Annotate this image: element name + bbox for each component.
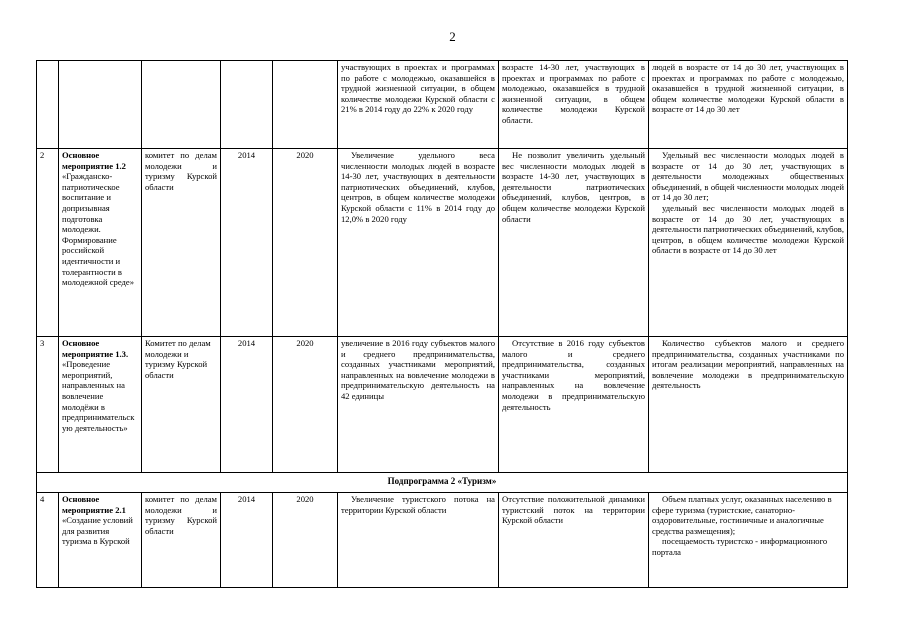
subprogram-title: Подпрограмма 2 «Туризм» [37, 473, 848, 493]
expected-result: Увеличение удельного веса численности молодых людей в возрасте 14-30 лет, участвующих в деятельности патриотических объединений, клубов, центров, в общем количестве молодежи Курской области с 11% в 2014 году до 12,0% в 2020 году [338, 149, 499, 337]
measure-description: «Проведение мероприятий, направленных на вовлечение молодёжи в предпринимательскую деятельность» [62, 359, 135, 433]
start-year: 2014 [221, 493, 273, 588]
measure-title: Основное мероприятие 2.1 [62, 494, 126, 515]
row-number [37, 61, 59, 149]
indicator-item: удельный вес численности молодых людей в возрасте от 14 до 30 лет, участвующих в деятельности патриотических объединений, клубов, центров, в общем количестве молодежи Курской области в возрасте от 14 до 30 лет [652, 202, 844, 256]
measure-name [59, 61, 142, 149]
table-row [37, 337, 848, 473]
end-year: 2020 [273, 493, 338, 588]
start-year [221, 61, 273, 149]
indicators [649, 149, 848, 337]
start-year: 2014 [221, 149, 273, 337]
consequences: возрасте 14-30 лет, участвующих в проектах и программах по работе с молодежью, оказавшейся в трудной жизненной ситуации, в общем количестве молодежи Курской области. [499, 61, 649, 149]
expected-result: увеличение в 2016 году субъектов малого и среднего предпринимательства, созданных участниками мероприятий, направленных на вовлечение молодежи в предпринимательскую деятельность на 42 единицы [338, 337, 499, 473]
executor: Комитет по делам молодежи и туризму Курской области [142, 337, 221, 473]
measure-description: «Создание условий для развития туризма в Курской [62, 515, 133, 547]
executor [142, 61, 221, 149]
expected-result: участвующих в проектах и программах по работе с молодежью, оказавшейся в трудной жизненной ситуации, в общем количестве молодежи Курской области с 21% в 2014 году до 22% к 2020 году [338, 61, 499, 149]
end-year [273, 61, 338, 149]
row-number: 3 [37, 337, 59, 473]
measure-name [59, 493, 142, 588]
program-table [36, 60, 848, 588]
row-number: 4 [37, 493, 59, 588]
measure-name [59, 149, 142, 337]
indicator-item: Объем платных услуг, оказанных населению в сфере туризма (туристские, санаторно-оздоровительные, гостиничные и аналогичные средства размещения); [652, 494, 832, 536]
table-row [37, 61, 848, 149]
measure-name [59, 337, 142, 473]
table-row [37, 493, 848, 588]
indicator-item: посещаемость туристско - информационного портала [652, 536, 828, 557]
measure-title: Основное мероприятие 1.3. [62, 338, 129, 359]
consequences: Отсутствие в 2016 году субъектов малого и среднего предпринимательства, созданных участниками мероприятий, направленных на вовлечение молодежи в предпринимательскую деятельность [499, 337, 649, 473]
page-number: 2 [449, 29, 456, 44]
measure-description: «Гражданско-патриотическое воспитание и допризывная подготовка молодежи. Формирование российской идентичности и толерантности в молодежной среде» [62, 171, 135, 288]
start-year: 2014 [221, 337, 273, 473]
table-row [37, 149, 848, 337]
consequences: Отсутствие положительной динамики туристский поток на территории Курской области [499, 493, 649, 588]
expected-result: Увеличение туристского потока на территории Курской области [338, 493, 499, 588]
indicators: Количество субъектов малого и среднего предпринимательства, созданных участниками по итогам реализации мероприятий, направленных на вовлечение молодежи в предпринимательскую деятельность [649, 337, 848, 473]
subprogram-row [37, 473, 848, 493]
end-year: 2020 [273, 149, 338, 337]
indicator-item: Удельный вес численности молодых людей в возрасте от 14 до 30 лет, участвующих в деятельности молодежных общественных объединений, в общей численности молодых людей от 14 до 30 лет; [652, 150, 844, 203]
measure-title: Основное мероприятие 1.2 [62, 150, 126, 171]
end-year: 2020 [273, 337, 338, 473]
consequences: Не позволит увеличить удельный вес численности молодых людей в возрасте 14-30 лет, участвующих в деятельности патриотических объединений, клубов, центров, в общем количестве молодежи Курской области [499, 149, 649, 337]
executor: комитет по делам молодежи и туризму Курской области [142, 493, 221, 588]
row-number: 2 [37, 149, 59, 337]
indicators [649, 493, 848, 588]
executor: комитет по делам молодежи и туризму Курской области [142, 149, 221, 337]
indicators: людей в возрасте от 14 до 30 лет, участвующих в проектах и программах по работе с молодежью, оказавшейся в трудной жизненной ситуации, в общем количестве молодежи Курской области в возрасте от 14 до 30 лет [649, 61, 848, 149]
